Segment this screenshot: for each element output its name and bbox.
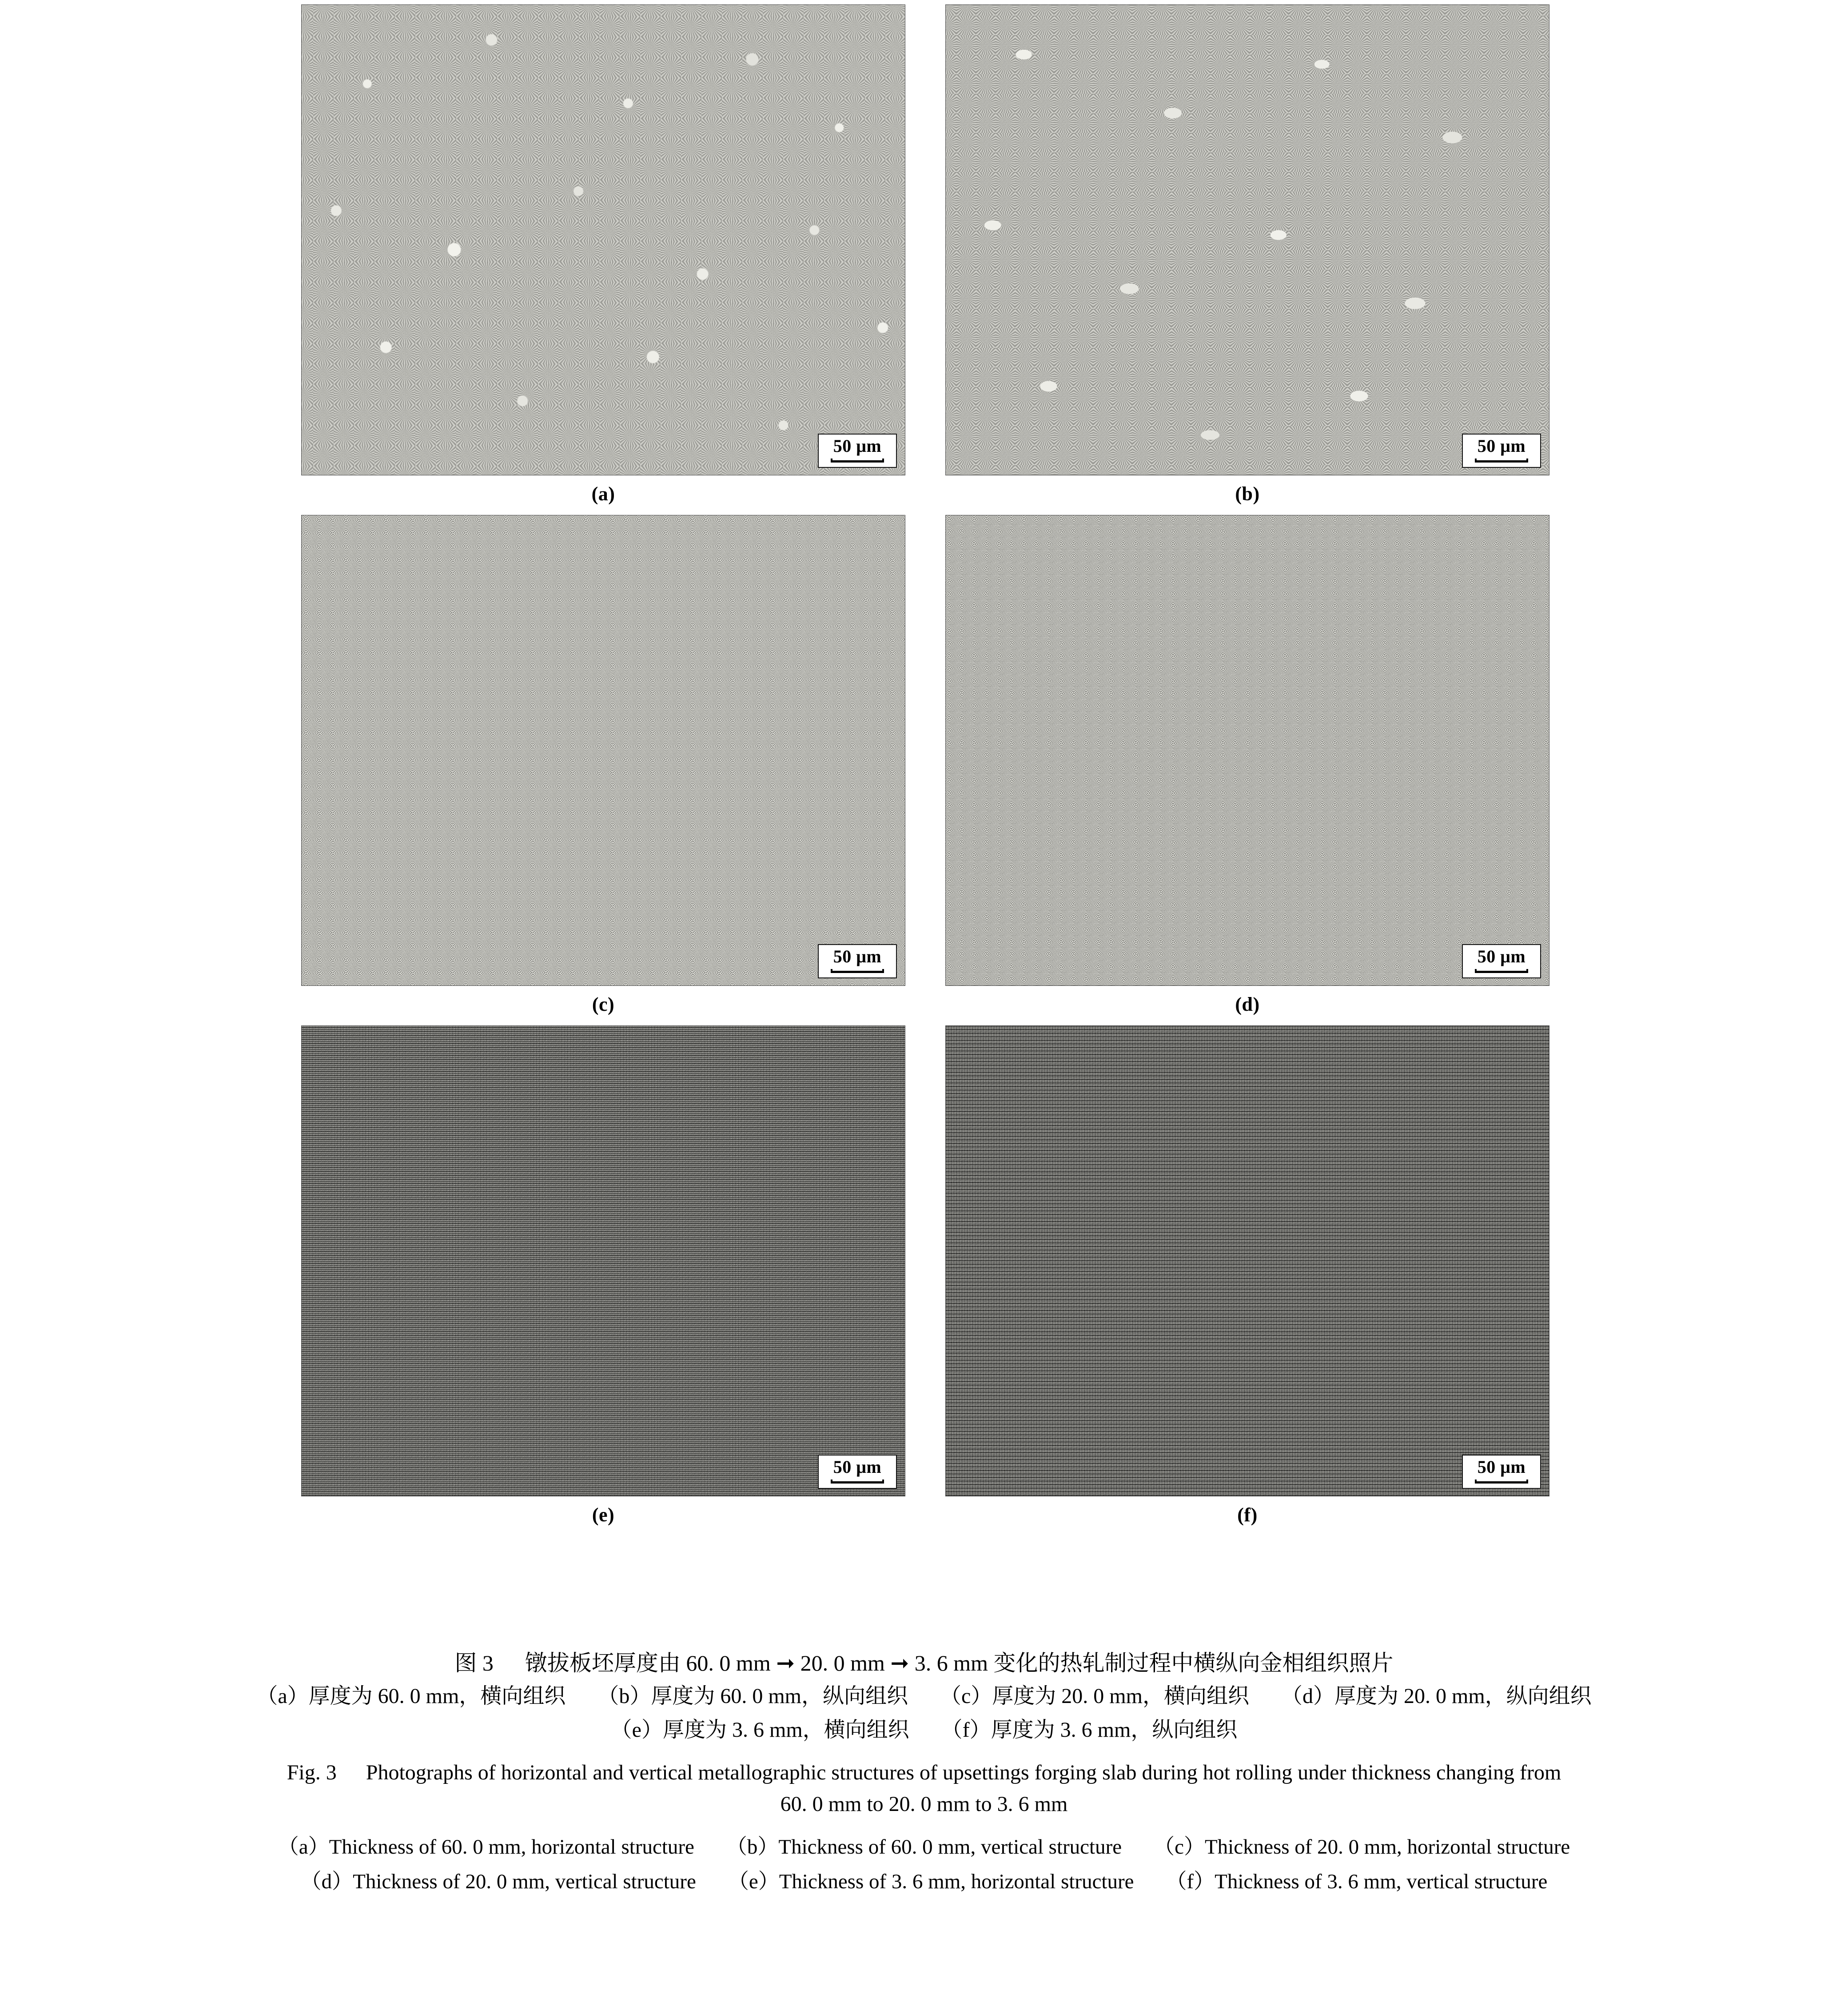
microstructure-texture-c xyxy=(301,515,905,986)
caption-cn-item-c: （c）厚度为 20. 0 mm，横向组织 xyxy=(940,1684,1249,1708)
caption-cn-item-e: （e）厚度为 3. 6 mm，横向组织 xyxy=(610,1718,909,1742)
scale-bar-rule-b xyxy=(1475,459,1528,463)
micrograph-image-c xyxy=(301,515,905,986)
scale-bar-rule-d xyxy=(1475,969,1528,973)
panel-a xyxy=(301,4,905,505)
panel-d xyxy=(945,515,1549,1016)
caption-cn-item-a: （a）厚度为 60. 0 mm，横向组织 xyxy=(256,1684,566,1708)
scale-bar-label-e: 50 μm xyxy=(833,1457,882,1477)
scale-bar-label-f: 50 μm xyxy=(1477,1457,1526,1477)
panel-label-c: (c) xyxy=(592,993,615,1015)
caption-english-title xyxy=(0,1757,1848,1789)
caption-cn-item-f: （f）厚度为 3. 6 mm，纵向组织 xyxy=(941,1718,1238,1742)
panel-label-f: (f) xyxy=(1237,1504,1258,1526)
figure-caption xyxy=(0,1644,1848,1899)
scale-bar-label-d: 50 μm xyxy=(1477,946,1526,966)
micrograph-image-b xyxy=(945,4,1549,475)
scale-bar-label-a: 50 μm xyxy=(833,436,882,456)
caption-chinese-subitems-2 xyxy=(0,1713,1848,1747)
micrograph-row-3 xyxy=(301,1025,1549,1526)
panel-label-a: (a) xyxy=(591,483,615,505)
caption-english-subitems-2 xyxy=(0,1864,1848,1899)
micrograph-image-f xyxy=(945,1025,1549,1496)
panel-label-e: (e) xyxy=(592,1504,615,1526)
scale-bar-label-b: 50 μm xyxy=(1477,436,1526,456)
caption-english-subitems-1 xyxy=(0,1830,1848,1864)
caption-english-title-line2: 60. 0 mm to 20. 0 mm to 3. 6 mm xyxy=(780,1792,1068,1816)
micrograph-row-1 xyxy=(301,4,1549,505)
scale-bar-rule-a xyxy=(831,459,884,463)
scale-bar-d xyxy=(1462,944,1541,978)
caption-en-item-c: （c）Thickness of 20. 0 mm, horizontal structure xyxy=(1154,1835,1570,1858)
microstructure-texture-a xyxy=(301,4,905,475)
scale-bar-label-c: 50 μm xyxy=(833,946,882,966)
scale-bar-a xyxy=(818,434,897,468)
scale-bar-f xyxy=(1462,1455,1541,1489)
caption-en-item-b: （b）Thickness of 60. 0 mm, vertical structure xyxy=(726,1835,1122,1858)
caption-chinese-subitems-1 xyxy=(0,1679,1848,1713)
panel-f xyxy=(945,1025,1549,1526)
caption-en-item-d: （d）Thickness of 20. 0 mm, vertical structure xyxy=(300,1870,696,1893)
panel-label-d: (d) xyxy=(1235,993,1260,1015)
caption-chinese-title-text: 镦拔板坯厚度由 60. 0 mm ➞ 20. 0 mm ➞ 3. 6 mm 变化的热轧制过程中横纵向金相组织照片 xyxy=(525,1651,1394,1675)
caption-english-title-prefix: Fig. 3 xyxy=(287,1761,337,1784)
caption-chinese-title-prefix: 图 3 xyxy=(454,1651,494,1675)
micrograph-image-d xyxy=(945,515,1549,986)
scale-bar-e xyxy=(818,1455,897,1489)
micrograph-image-e xyxy=(301,1025,905,1496)
scale-bar-rule-e xyxy=(831,1480,884,1484)
micrograph-grid xyxy=(301,4,1549,1536)
caption-en-item-a: （a）Thickness of 60. 0 mm, horizontal structure xyxy=(278,1835,694,1858)
microstructure-texture-e xyxy=(301,1025,905,1496)
caption-cn-item-d: （d）厚度为 20. 0 mm，纵向组织 xyxy=(1281,1684,1592,1708)
panel-b xyxy=(945,4,1549,505)
scale-bar-c xyxy=(818,944,897,978)
micrograph-image-a xyxy=(301,4,905,475)
microstructure-texture-d xyxy=(945,515,1549,986)
panel-e xyxy=(301,1025,905,1526)
scale-bar-b xyxy=(1462,434,1541,468)
caption-cn-item-b: （b）厚度为 60. 0 mm，纵向组织 xyxy=(597,1684,908,1708)
micrograph-row-2 xyxy=(301,515,1549,1016)
caption-english-title-text: Photographs of horizontal and vertical metallographic structures of upsettings forging slab during hot rolling under thickness changing from xyxy=(366,1761,1561,1784)
scale-bar-rule-c xyxy=(831,969,884,973)
panel-c xyxy=(301,515,905,1016)
microstructure-texture-f xyxy=(945,1025,1549,1496)
microstructure-texture-b xyxy=(945,4,1549,475)
caption-chinese-title xyxy=(0,1647,1848,1679)
caption-en-item-f: （f）Thickness of 3. 6 mm, vertical structure xyxy=(1166,1870,1548,1893)
panel-label-b: (b) xyxy=(1235,483,1260,505)
caption-en-item-e: （e）Thickness of 3. 6 mm, horizontal structure xyxy=(728,1870,1134,1893)
scale-bar-rule-f xyxy=(1475,1480,1528,1484)
